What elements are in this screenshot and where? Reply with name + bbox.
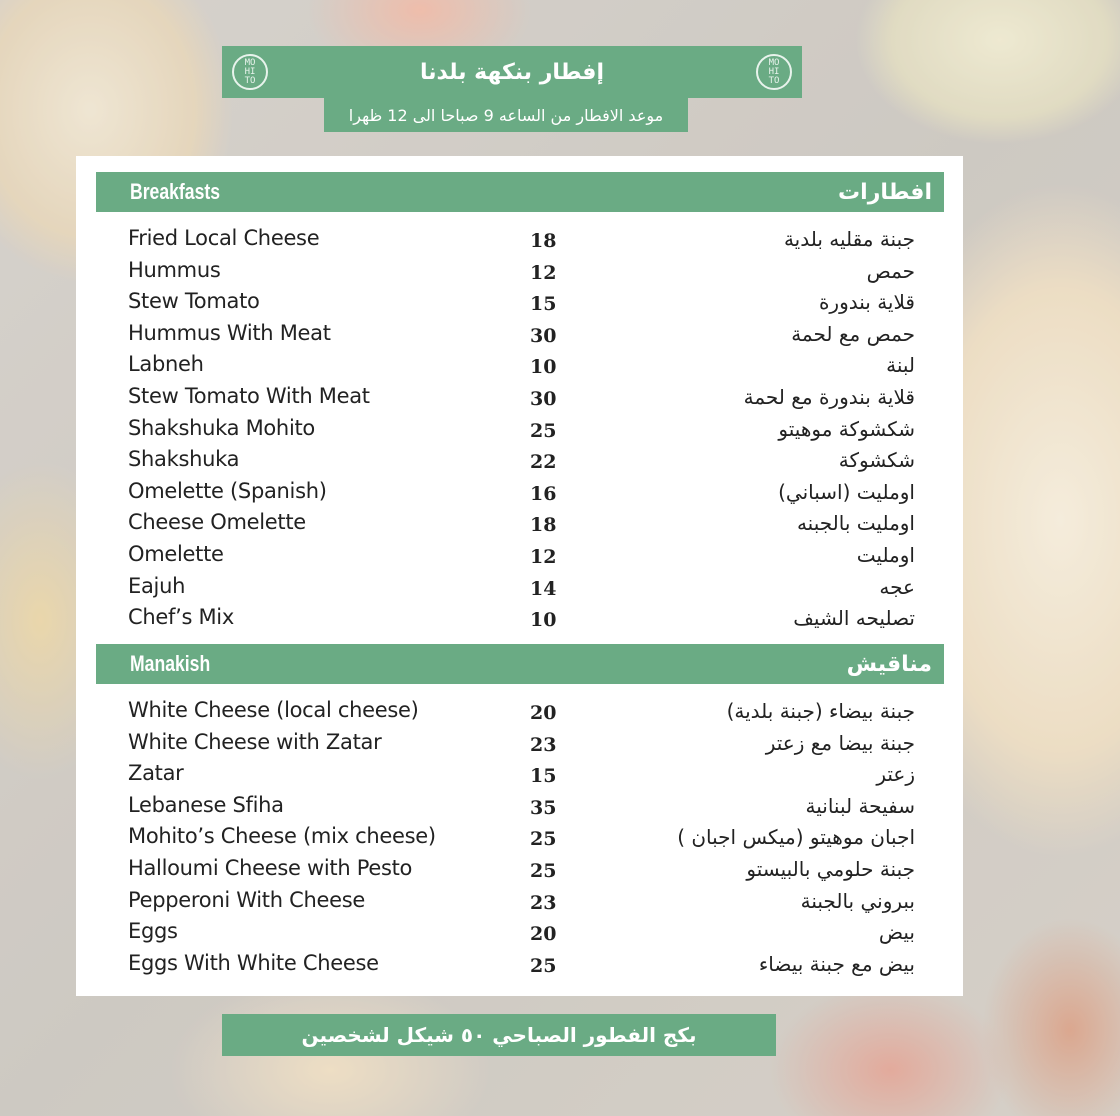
item-name-ar: اومليت (اسباني) <box>778 479 915 504</box>
section-title-en: Manakish <box>130 651 211 676</box>
title-banner <box>222 46 802 98</box>
item-name-ar: زعتر <box>876 762 915 787</box>
item-name-en: Labneh <box>128 352 204 377</box>
item-price: 12 <box>530 261 557 284</box>
item-price: 20 <box>530 923 557 946</box>
item-name-en: Fried Local Cheese <box>128 226 320 250</box>
item-name-en: Stew Tomato With Meat <box>128 383 370 408</box>
item-name-ar: اجبان موهيتو (ميكس اجبان ) <box>677 825 915 850</box>
menu-item <box>76 791 963 823</box>
item-name-en: Halloumi Cheese with Pesto <box>128 855 413 880</box>
menu-item <box>76 382 963 414</box>
menu-item <box>76 224 963 256</box>
menu-item <box>76 696 963 728</box>
item-price: 20 <box>530 702 557 724</box>
item-name-ar: حمص <box>866 258 915 283</box>
menu-item <box>76 572 963 604</box>
menu-item <box>76 854 963 886</box>
menu-item <box>76 256 963 288</box>
menu-item <box>76 759 963 791</box>
page-title: إفطار بنكهة بلدنا <box>420 59 604 85</box>
mohito-logo-icon: MO HI TO <box>232 54 268 90</box>
item-name-en: Omelette <box>128 541 224 566</box>
section-title-ar: افطارات <box>838 179 932 205</box>
item-name-ar: عجه <box>879 574 915 599</box>
item-name-en: Shakshuka <box>128 447 240 472</box>
menu-item <box>76 508 963 540</box>
item-name-en: Eggs <box>128 919 178 944</box>
item-name-en: Shakshuka Mohito <box>128 415 315 440</box>
section-header-manakish <box>96 644 944 684</box>
item-name-en: Eggs With White Cheese <box>128 950 379 975</box>
item-price: 15 <box>530 293 557 316</box>
manakish-list <box>76 696 963 980</box>
item-name-ar: قلاية بندورة مع لحمة <box>743 384 915 409</box>
item-name-en: Eajuh <box>128 573 186 598</box>
item-name-en: Chef’s Mix <box>128 605 234 630</box>
item-name-ar: سفيحة لبنانية <box>805 793 915 818</box>
item-price: 35 <box>530 796 557 819</box>
item-name-ar: جبنة حلومي بالبيستو <box>746 856 915 881</box>
item-name-en: Lebanese Sfiha <box>128 792 284 817</box>
item-name-ar: ببروني بالجبنة <box>800 888 915 913</box>
item-price: 23 <box>530 891 557 914</box>
item-name-en: White Cheese with Zatar <box>128 729 382 754</box>
item-name-en: Hummus With Meat <box>128 320 331 345</box>
item-name-ar: جبنة بيضا مع زعتر <box>765 730 915 755</box>
menu-item <box>76 319 963 351</box>
item-price: 30 <box>530 387 557 410</box>
item-price: 12 <box>530 545 557 568</box>
item-price: 15 <box>530 765 557 788</box>
item-price: 25 <box>530 828 557 851</box>
menu-item <box>76 540 963 572</box>
item-name-ar: اومليت بالجبنه <box>796 511 915 536</box>
menu-card <box>76 156 963 996</box>
item-name-ar: جبنة مقليه بلدية <box>783 227 915 251</box>
item-price: 25 <box>530 859 557 882</box>
section-title-ar: مناقيش <box>846 651 932 677</box>
item-price: 18 <box>530 514 557 537</box>
item-name-ar: شكشوكة <box>838 448 915 473</box>
item-name-en: Omelette (Spanish) <box>128 478 327 503</box>
menu-item <box>76 445 963 477</box>
menu-item <box>76 350 963 382</box>
menu-item <box>76 886 963 918</box>
item-price: 16 <box>530 482 557 505</box>
item-price: 30 <box>530 324 557 347</box>
item-name-ar: بيض مع جبنة بيضاء <box>758 951 915 976</box>
item-price: 10 <box>530 609 557 632</box>
section-header-breakfasts <box>96 172 944 212</box>
item-price: 25 <box>530 954 557 977</box>
item-name-en: Stew Tomato <box>128 289 260 314</box>
breakfast-hours-banner: موعد الافطار من الساعه 9 صباحا الى 12 ظهرا <box>324 98 688 132</box>
item-price: 25 <box>530 419 557 442</box>
menu-item <box>76 603 963 635</box>
item-price: 14 <box>530 577 557 600</box>
item-name-en: Cheese Omelette <box>128 510 306 535</box>
menu-item <box>76 287 963 319</box>
mohito-logo-icon: MO HI TO <box>756 54 792 90</box>
item-name-ar: اومليت <box>856 542 915 567</box>
item-name-ar: لبنة <box>886 353 915 378</box>
menu-item <box>76 917 963 949</box>
menu-item <box>76 949 963 981</box>
item-price: 18 <box>530 230 557 252</box>
item-name-ar: جبنة بيضاء (جبنة بلدية) <box>726 699 915 723</box>
item-name-en: Zatar <box>128 761 184 786</box>
item-name-ar: قلاية بندورة <box>818 290 915 315</box>
item-price: 22 <box>530 451 557 474</box>
item-name-ar: حمص مع لحمة <box>791 321 915 346</box>
item-name-ar: بيض <box>878 920 915 945</box>
item-name-en: Mohito’s Cheese (mix cheese) <box>128 824 436 849</box>
menu-item <box>76 414 963 446</box>
item-name-en: Hummus <box>128 257 221 282</box>
item-name-en: White Cheese (local cheese) <box>128 698 419 722</box>
menu-item <box>76 477 963 509</box>
menu-item <box>76 728 963 760</box>
section-title-en: Breakfasts <box>130 179 221 204</box>
item-name-en: Pepperoni With Cheese <box>128 887 365 912</box>
breakfasts-list <box>76 224 963 635</box>
item-price: 23 <box>530 733 557 756</box>
item-name-ar: شكشوكة موهيتو <box>778 416 915 441</box>
item-price: 10 <box>530 356 557 379</box>
item-name-ar: تصليحه الشيف <box>793 606 915 631</box>
breakfast-package-offer: بكج الفطور الصباحي ٥٠ شيكل لشخصين <box>222 1014 776 1056</box>
menu-item <box>76 822 963 854</box>
